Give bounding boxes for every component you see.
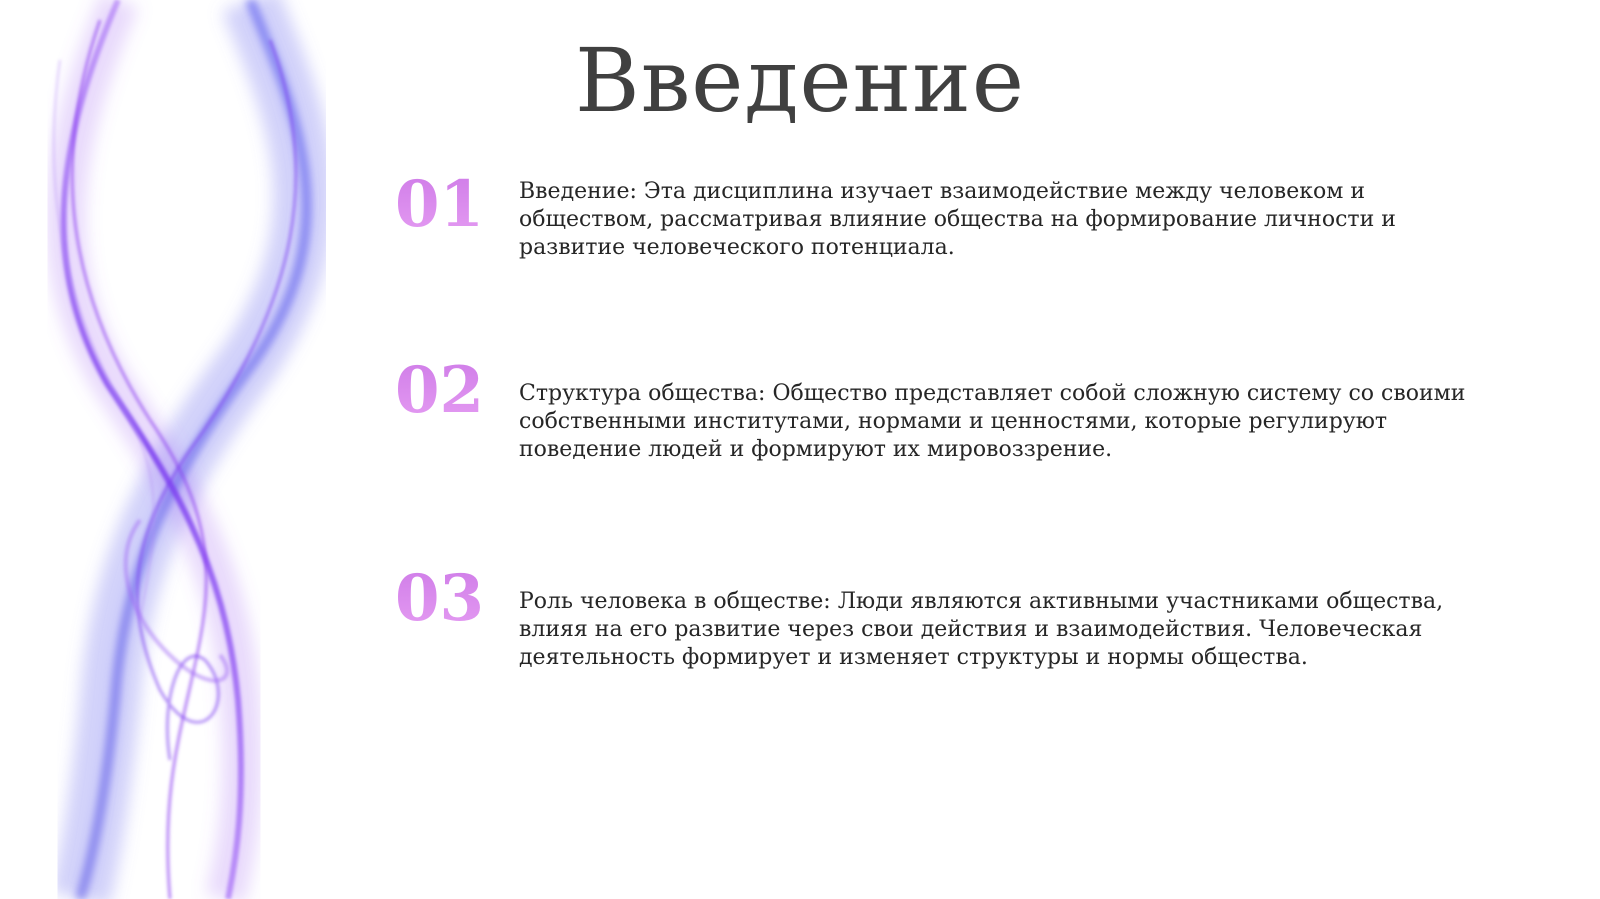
item-number: 02 (395, 353, 485, 428)
item-number: 01 (395, 167, 485, 242)
purple-smoke-decoration (0, 0, 420, 899)
item-text: Введение: Эта дисциплина изучает взаимодействие между человеком и обществом, рассматривая влияние общества на формирование личности и развитие человеческого потенциала. (519, 179, 1396, 260)
item-text: Роль человека в обществе: Люди являются активными участниками общества, влияя на его развитие через свои действия и взаимодействия. Человеческая деятельность формирует и изменяет структуры и нормы общества. (519, 589, 1444, 670)
item-text: Структура общества: Общество представляет собой сложную систему со своими собственными институтами, нормами и ценностями, которые регулируют поведение людей и формируют их мировоззрение. (519, 381, 1466, 462)
slide-title: Введение (575, 29, 1025, 132)
item-number: 03 (395, 561, 485, 636)
